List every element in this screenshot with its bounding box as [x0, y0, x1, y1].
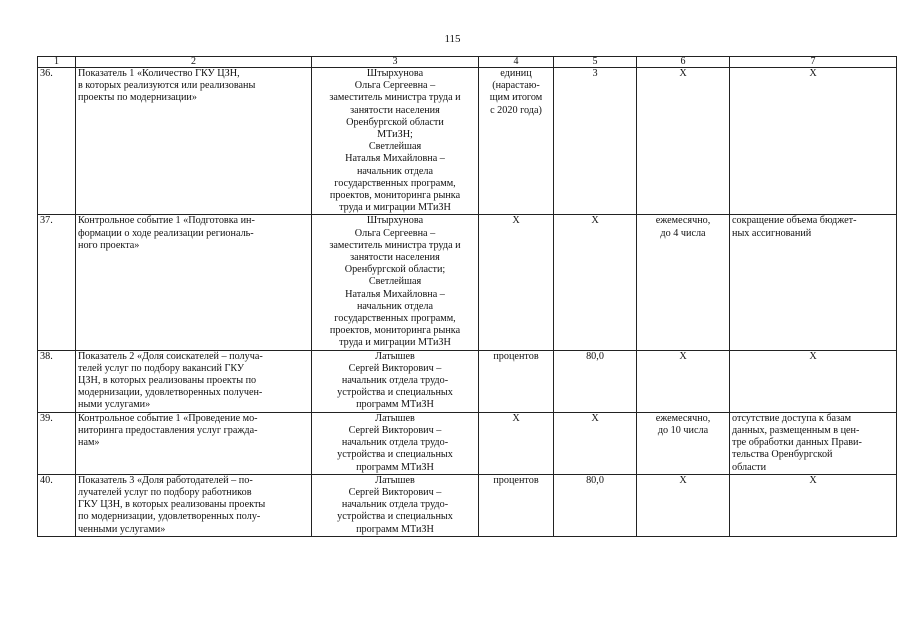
row-name: Контрольное событие 1 «Проведение мо- ниторинга предоставления услуг гражда- нам» [76, 412, 312, 474]
table-row [38, 215, 897, 350]
row-note: Х [730, 474, 897, 536]
row-value: Х [554, 412, 637, 474]
row-number: 40. [38, 474, 76, 536]
row-value: 80,0 [554, 474, 637, 536]
column-header: 6 [637, 57, 730, 68]
row-name: Контрольное событие 1 «Подготовка ин- формации о ходе реализации региональ- ного проекта» [76, 215, 312, 350]
row-unit: Х [479, 412, 554, 474]
row-value: Х [554, 215, 637, 350]
row-responsible: Латышев Сергей Викторович – начальник отдела трудо- устройства и специальных программ МТиЗН [312, 350, 479, 412]
row-note: Х [730, 68, 897, 215]
row-period: Х [637, 350, 730, 412]
row-unit: процентов [479, 474, 554, 536]
row-note: сокращение объема бюджет- ных ассигнований [730, 215, 897, 350]
row-number: 36. [38, 68, 76, 215]
column-header: 2 [76, 57, 312, 68]
column-header: 4 [479, 57, 554, 68]
row-period: ежемесячно, до 10 числа [637, 412, 730, 474]
row-responsible: Латышев Сергей Викторович – начальник отдела трудо- устройства и специальных программ МТиЗН [312, 474, 479, 536]
table-row [38, 474, 897, 536]
row-number: 39. [38, 412, 76, 474]
row-number: 38. [38, 350, 76, 412]
plan-table [37, 56, 897, 537]
column-header: 3 [312, 57, 479, 68]
row-unit: процентов [479, 350, 554, 412]
page-number: 115 [444, 33, 461, 45]
column-header: 1 [38, 57, 76, 68]
row-period: Х [637, 68, 730, 215]
row-name: Показатель 3 «Доля работодателей – по- лучателей услуг по подбору работников ГКУ ЦЗН, в которых реализованы проекты по модернизации, удовлетворенных полу- ченными услугами» [76, 474, 312, 536]
row-note: отсутствие доступа к базам данных, размещенным в цен- тре обработки данных Прави- тельства Оренбургской области [730, 412, 897, 474]
row-note: Х [730, 350, 897, 412]
row-responsible: Штырхунова Ольга Сергеевна – заместитель министра труда и занятости населения Оренбургской области МТиЗН; Светлейшая Наталья Михайловна – начальник отдела государственных программ, проектов, мониторинга рынка труда и миграции МТиЗН [312, 68, 479, 215]
row-number: 37. [38, 215, 76, 350]
table-row [38, 68, 897, 215]
column-header: 5 [554, 57, 637, 68]
row-responsible: Латышев Сергей Викторович – начальник отдела трудо- устройства и специальных программ МТиЗН [312, 412, 479, 474]
row-unit: единиц (нарастаю- щим итогом с 2020 года) [479, 68, 554, 215]
column-number-row [38, 57, 897, 68]
row-period: ежемесячно, до 4 числа [637, 215, 730, 350]
row-period: Х [637, 474, 730, 536]
row-name: Показатель 1 «Количество ГКУ ЦЗН, в которых реализуются или реализованы проекты по модернизации» [76, 68, 312, 215]
row-value: 80,0 [554, 350, 637, 412]
column-header: 7 [730, 57, 897, 68]
row-name: Показатель 2 «Доля соискателей – получа- телей услуг по подбору вакансий ГКУ ЦЗН, в которых реализованы проекты по модернизации, удовлетворенных получен- ными услугами» [76, 350, 312, 412]
table-row [38, 412, 897, 474]
row-value: 3 [554, 68, 637, 215]
row-unit: Х [479, 215, 554, 350]
row-responsible: Штырхунова Ольга Сергеевна – заместитель министра труда и занятости населения Оренбургской области; Светлейшая Наталья Михайловна – начальник отдела государственных программ, проектов, мониторинга рынка труда и миграции МТиЗН [312, 215, 479, 350]
table-row [38, 350, 897, 412]
